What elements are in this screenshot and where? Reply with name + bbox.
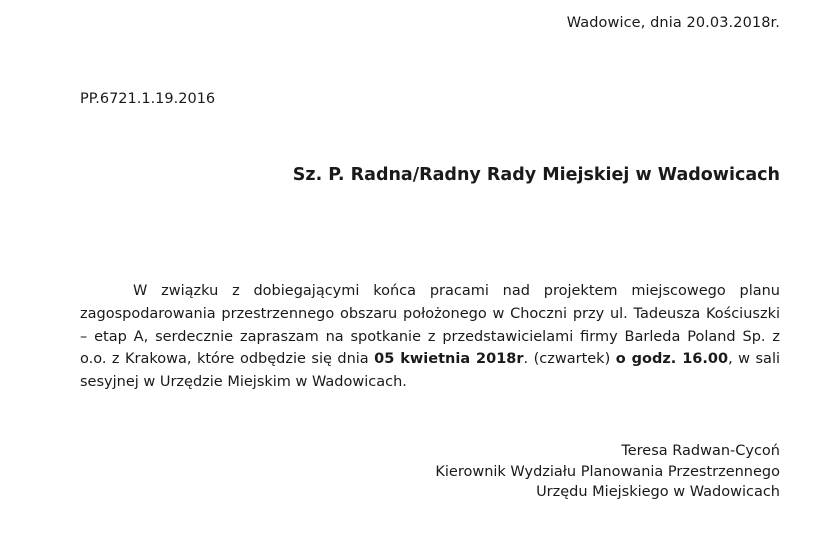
signatory-position: Kierownik Wydziału Planowania Przestrzennego [435, 463, 780, 480]
meeting-date: 05 kwietnia 2018r [374, 351, 524, 368]
body-text-part-1: W związku z dobiegającymi końca pracami nad projektem miejscowego planu zagospodarowania przestrzennego obszaru położonego w Choczni przy ul. Tadeusza Kościuszki – etap A, serdecznie zapraszam na spotkanie z przedstawicielami firmy Barleda Poland Sp. z o.o. z Krakowa, które odbędzie się dnia [80, 283, 780, 368]
signatory-office: Urzędu Miejskiego w Wadowicach [536, 484, 780, 500]
case-number: PP.6721.1.19.2016 [80, 91, 216, 107]
letter-date: Wadowice, dnia 20.03.2018r. [566, 15, 780, 31]
body-text-part-3: , w sali sesyjnej w Urzędzie Miejskim w Wadowicach. [80, 351, 781, 391]
signature-block [435, 441, 780, 503]
body-text-part-2: . (czwartek) [523, 351, 616, 368]
recipient-heading: Sz. P. Radna/Radny Rady Miejskiej w Wadowicach [292, 165, 780, 185]
letter-body [80, 280, 780, 394]
meeting-time: o godz. 16.00 [615, 351, 729, 368]
signatory-name: Teresa Radwan-Cycoń [621, 443, 780, 459]
